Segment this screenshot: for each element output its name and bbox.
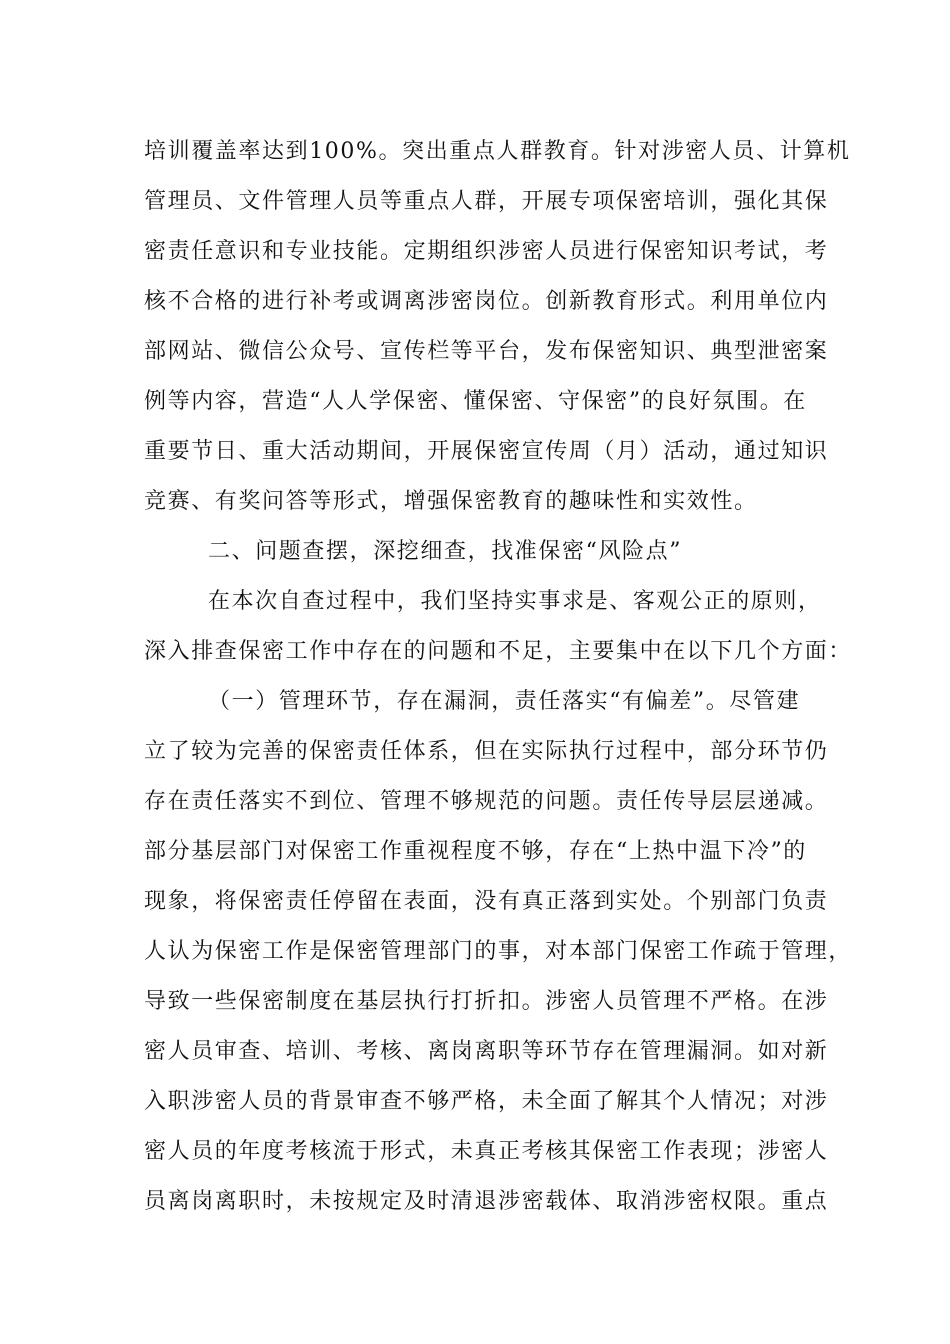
body-line: 深入排查保密工作中存在的问题和不足，主要集中在以下几个方面： [144, 639, 853, 664]
body-line: 现象，将保密责任停留在表面，没有真正落到实处。个别部门负责 [144, 889, 829, 914]
body-line: 培训覆盖率达到100%。突出重点人群教育。针对涉密人员、计算机 [144, 139, 851, 164]
body-line: 密责任意识和专业技能。定期组织涉密人员进行保密知识考试，考 [144, 239, 829, 264]
body-line: 导致一些保密制度在基层执行打折扣。涉密人员管理不严格。在涉 [144, 989, 829, 1014]
body-line: 人认为保密工作是保密管理部门的事，对本部门保密工作疏于管理， [144, 939, 853, 964]
body-line: 部分基层部门对保密工作重视程度不够，存在“上热中温下冷”的 [144, 839, 807, 864]
section-heading: 二、问题查摆，深挖细查，找准保密“风险点” [208, 539, 683, 564]
subsection-heading: （一）管理环节，存在漏洞，责任落实“有偏差”。尽管建 [208, 689, 801, 714]
body-line: 密人员的年度考核流于形式，未真正考核其保密工作表现；涉密人 [144, 1139, 829, 1164]
body-line: 立了较为完善的保密责任体系，但在实际执行过程中，部分环节仍 [144, 739, 829, 764]
body-line: 存在责任落实不到位、管理不够规范的问题。责任传导层层递减。 [144, 789, 829, 814]
body-line: 竞赛、有奖问答等形式，增强保密教育的趣味性和实效性。 [144, 489, 758, 514]
body-line: 入职涉密人员的背景审查不够严格，未全面了解其个人情况；对涉 [144, 1089, 829, 1114]
body-line: 在本次自查过程中，我们坚持实事求是、客观公正的原则， [208, 589, 822, 614]
body-line: 员离岗离职时，未按规定及时清退涉密载体、取消涉密权限。重点 [144, 1189, 829, 1214]
body-line: 部网站、微信公众号、宣传栏等平台，发布保密知识、典型泄密案 [144, 339, 829, 364]
body-line: 重要节日、重大活动期间，开展保密宣传周（月）活动，通过知识 [144, 439, 829, 464]
body-line: 密人员审查、培训、考核、离岗离职等环节存在管理漏洞。如对新 [144, 1039, 829, 1064]
body-line: 例等内容，营造“人人学保密、懂保密、守保密”的良好氛围。在 [144, 389, 807, 414]
body-line: 管理员、文件管理人员等重点人群，开展专项保密培训，强化其保 [144, 189, 829, 214]
body-line: 核不合格的进行补考或调离涉密岗位。创新教育形式。利用单位内 [144, 289, 829, 314]
